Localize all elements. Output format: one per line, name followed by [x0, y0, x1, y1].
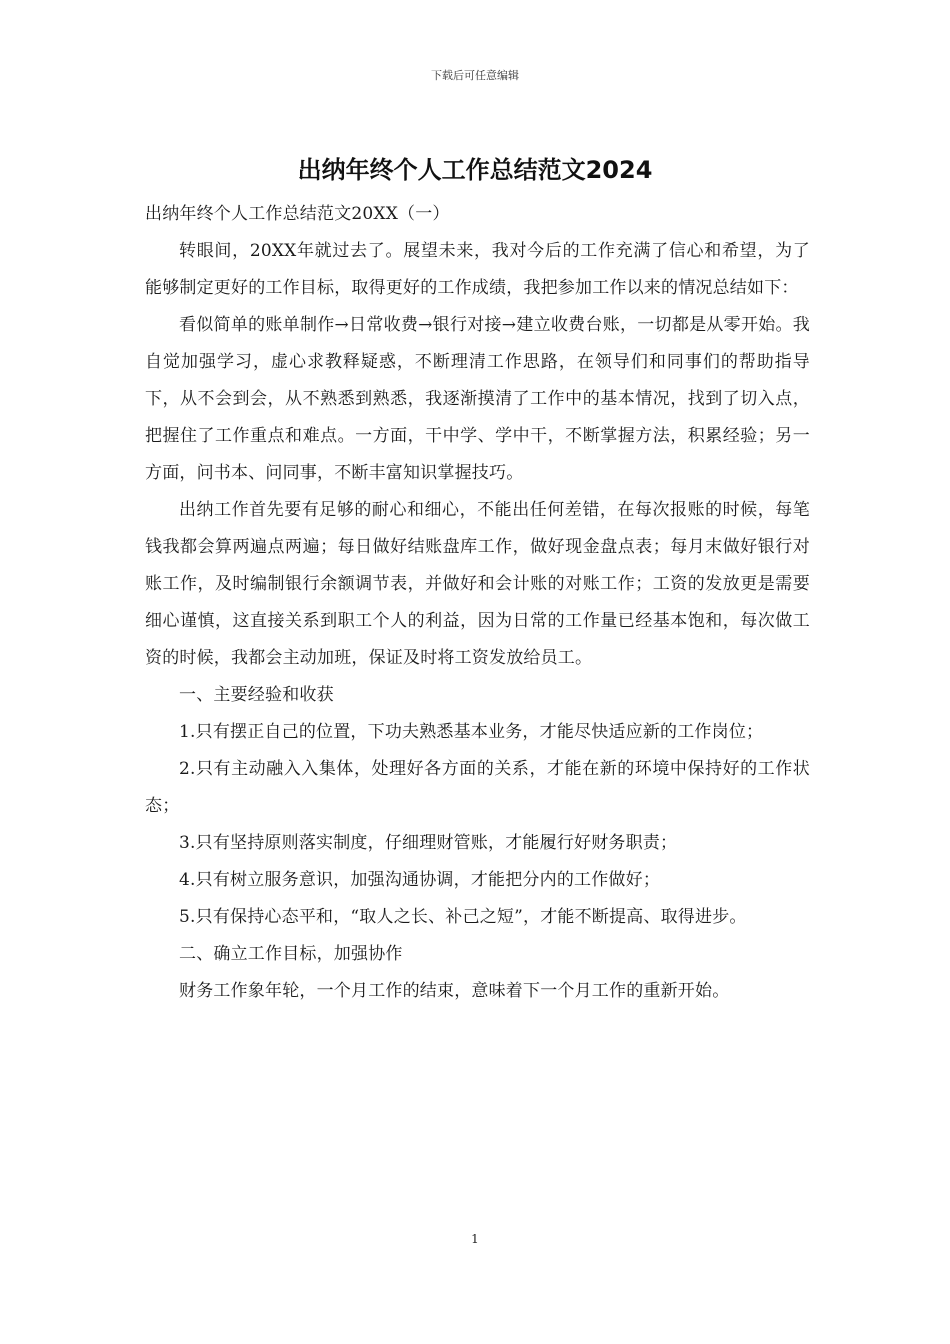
header-note: 下载后可任意编辑 — [431, 69, 519, 82]
page-number: 1 — [471, 1232, 479, 1246]
section-heading-goals: 二、确立工作目标，加强协作 — [179, 944, 403, 964]
paragraph-intro: 转眼间，20XX年就过去了。展望未来，我对今后的工作充满了信心和希望，为了能够制定更好的工作目标，取得更好的工作成绩，我把参加工作以来的情况总结如下： — [145, 241, 810, 298]
list-item-5: 5.只有保持心态平和，“取人之长、补己之短”，才能不断提高、取得进步。 — [179, 907, 747, 927]
document-title: 出纳年终个人工作总结范文2024 — [297, 156, 653, 184]
paragraph-finance-cycle: 财务工作象年轮，一个月工作的结束，意味着下一个月工作的重新开始。 — [179, 981, 730, 1001]
paragraph-cashier-duties: 出纳工作首先要有足够的耐心和细心，不能出任何差错，在每次报账的时候，每笔钱我都会算两遍点两遍；每日做好结账盘库工作，做好现金盘点表；每月末做好银行对账工作，及时编制银行余额调节表，并做好和会计账的对账工作；工资的发放更是需要细心谨慎，这直接关系到职工个人的利益，因为日常的工作量已经基本饱和，每次做工资的时候，我都会主动加班，保证及时将工资发放给员工。 — [145, 500, 810, 668]
list-item-1: 1.只有摆正自己的位置，下功夫熟悉基本业务，才能尽快适应新的工作岗位； — [179, 722, 764, 742]
section-subtitle: 出纳年终个人工作总结范文20XX（一） — [145, 204, 450, 224]
section-heading-experience: 一、主要经验和收获 — [179, 685, 334, 705]
document-body — [145, 196, 810, 1010]
list-item-2: 2.只有主动融入入集体，处理好各方面的关系，才能在新的环境中保持好的工作状态； — [145, 759, 810, 816]
paragraph-work-process: 看似简单的账单制作→日常收费→银行对接→建立收费台账，一切都是从零开始。我自觉加强学习，虚心求教释疑惑，不断理清工作思路，在领导们和同事们的帮助指导下，从不会到会，从不熟悉到熟悉，我逐渐摸清了工作中的基本情况，找到了切入点，把握住了工作重点和难点。一方面，干中学、学中干，不断掌握方法，积累经验；另一方面，问书本、问同事，不断丰富知识掌握技巧。 — [145, 315, 810, 483]
list-item-4: 4.只有树立服务意识，加强沟通协调，才能把分内的工作做好； — [179, 870, 661, 890]
list-item-3: 3.只有坚持原则落实制度，仔细理财管账，才能履行好财务职责； — [179, 833, 678, 853]
